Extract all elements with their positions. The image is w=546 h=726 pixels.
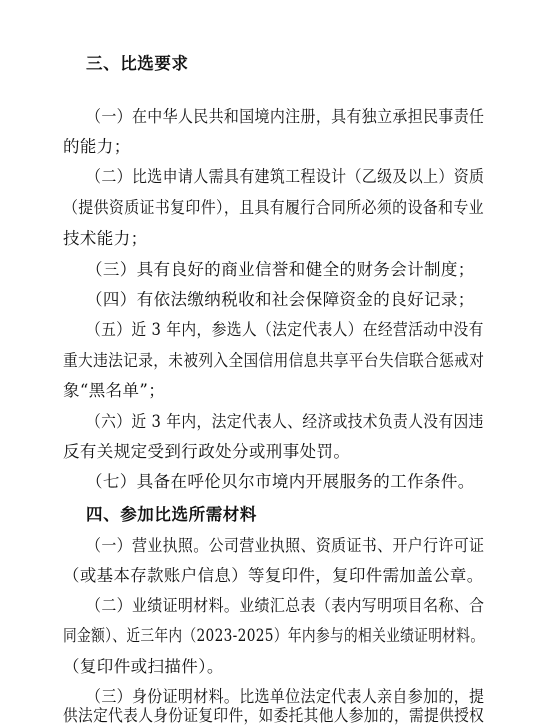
paragraph-line: 象“黑名单”； xyxy=(63,381,166,400)
paragraph-line: 重大违法记录，未被列入全国信用信息共享平台失信联合惩戒对 xyxy=(63,351,485,370)
paragraph-line: （三）身份证明材料。比选单位法定代表人亲自参加的，提 xyxy=(86,687,485,706)
paragraph-line: （四）有依法缴纳税收和社会保障资金的良好记录； xyxy=(86,290,475,309)
paragraph-line: 技术能力； xyxy=(63,229,148,248)
paragraph-line: 反有关规定受到行政处分或刑事处罚。 xyxy=(63,442,351,461)
paragraph-line: 供法定代表人身份证复印件，如委托其他人参加的，需提供授权 xyxy=(63,706,485,725)
paragraph-line: （三）具有良好的商业信誉和健全的财务会计制度； xyxy=(86,260,475,279)
paragraph-line: （或基本存款账户信息）等复印件，复印件需加盖公章。 xyxy=(63,566,484,585)
paragraph-line: （七）具备在呼伦贝尔市境内开展服务的工作条件。 xyxy=(86,472,475,491)
paragraph-line: 的能力； xyxy=(63,137,131,156)
paragraph-line: （二）业绩证明材料。业绩汇总表（表内写明项目名称、合 xyxy=(86,596,485,615)
paragraph-line: （提供资质证书复印件），且具有履行合同所必须的设备和专业 xyxy=(63,198,484,217)
paragraph-line: 同金额）、近三年内（2023-2025）年内参与的相关业绩证明材料。 xyxy=(63,626,485,645)
paragraph-line: （二）比选申请人需具有建筑工程设计（乙级及以上）资质 xyxy=(86,167,485,186)
section-heading-materials: 四、参加比选所需材料 xyxy=(86,505,257,524)
section-heading-requirements: 三、比选要求 xyxy=(86,54,189,73)
paragraph-line: （五）近 3 年内，参选人（法定代表人）在经营活动中没有 xyxy=(86,320,484,339)
paragraph-line: （一）营业执照。公司营业执照、资质证书、开户行许可证 xyxy=(86,536,485,555)
paragraph-line: （复印件或扫描件）。 xyxy=(63,657,224,676)
paragraph-line: （六）近 3 年内，法定代表人、经济或技术负责人没有因违 xyxy=(86,412,484,431)
paragraph-line: （一）在中华人民共和国境内注册，具有独立承担民事责任 xyxy=(86,107,485,126)
